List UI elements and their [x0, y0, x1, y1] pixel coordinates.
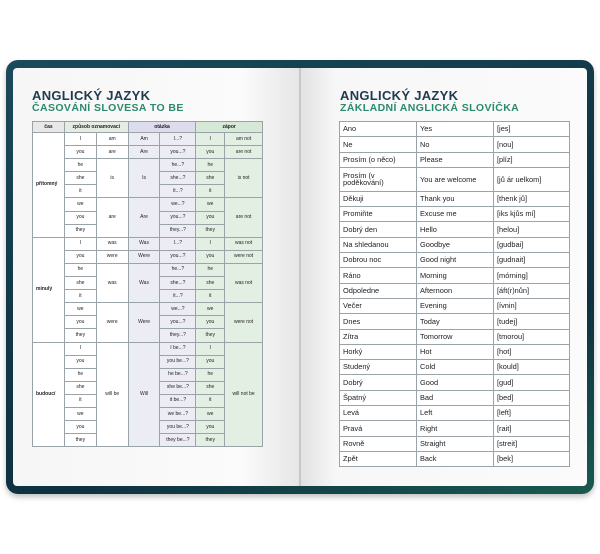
negative-subject-cell: he — [196, 159, 225, 172]
negative-verb-cell: were not — [225, 250, 263, 263]
english-word-cell: Excuse me — [417, 207, 494, 222]
subject-cell: I — [64, 342, 96, 355]
table-row — [340, 375, 570, 390]
table-row — [340, 314, 570, 329]
pronunciation-cell: [mórning] — [494, 268, 570, 283]
table-row — [33, 250, 263, 263]
czech-word-cell: Dobrý den — [340, 222, 417, 237]
english-word-cell: Left — [417, 406, 494, 421]
question-subject-cell: they...? — [160, 224, 196, 237]
english-word-cell: Bad — [417, 390, 494, 405]
negative-subject-cell: we — [196, 198, 225, 211]
czech-word-cell: Ano — [340, 122, 417, 137]
subject-cell: he — [64, 159, 96, 172]
table-row — [33, 146, 263, 159]
negative-subject-cell: they — [196, 329, 225, 342]
question-verb-cell: Am — [128, 133, 160, 146]
right-page-title: ANGLICKÝ JAZYK — [340, 88, 459, 103]
subject-cell: we — [64, 407, 96, 420]
subject-cell: he — [64, 368, 96, 381]
right-page-subtitle: ZÁKLADNÍ ANGLICKÁ SLOVÍČKA — [340, 102, 520, 114]
subject-cell: it — [64, 185, 96, 198]
negative-verb-cell: are not — [225, 146, 263, 159]
subject-cell: it — [64, 290, 96, 303]
question-subject-cell: she be...? — [160, 381, 196, 394]
pronunciation-cell: [jů ár uelkom] — [494, 167, 570, 191]
table-row — [340, 360, 570, 375]
subject-cell: I — [64, 133, 96, 146]
subject-cell: she — [64, 277, 96, 290]
negative-verb-cell: are not — [225, 198, 263, 237]
table-row — [33, 342, 263, 355]
table-row — [340, 283, 570, 298]
czech-word-cell: Horký — [340, 344, 417, 359]
subject-cell: she — [64, 381, 96, 394]
negative-subject-cell: we — [196, 303, 225, 316]
table-row — [340, 298, 570, 313]
question-subject-cell: you be...? — [160, 355, 196, 368]
english-word-cell: No — [417, 137, 494, 152]
table-row — [340, 268, 570, 283]
question-subject-cell: it...? — [160, 290, 196, 303]
czech-word-cell: Studený — [340, 360, 417, 375]
question-subject-cell: you...? — [160, 250, 196, 263]
question-verb-cell: Were — [128, 303, 160, 342]
table-row — [33, 159, 263, 172]
pronunciation-cell: [áft(r)nůn] — [494, 283, 570, 298]
english-word-cell: Cold — [417, 360, 494, 375]
pronunciation-cell: [tmorou] — [494, 329, 570, 344]
table-row — [340, 436, 570, 451]
negative-subject-cell: you — [196, 146, 225, 159]
subject-cell: you — [64, 421, 96, 434]
negative-verb-cell: was not — [225, 237, 263, 250]
tense-name: minulý — [33, 237, 65, 342]
question-subject-cell: it...? — [160, 185, 196, 198]
subject-cell: she — [64, 172, 96, 185]
table-row — [33, 133, 263, 146]
verb-cell: am — [96, 133, 128, 146]
question-subject-cell: they...? — [160, 329, 196, 342]
table-row — [340, 329, 570, 344]
header-indicative: způsob oznamovací — [64, 122, 128, 133]
pronunciation-cell: [gud] — [494, 375, 570, 390]
pronunciation-cell: [rait] — [494, 421, 570, 436]
english-word-cell: Thank you — [417, 191, 494, 206]
question-verb-cell: Was — [128, 263, 160, 302]
english-word-cell: Right — [417, 421, 494, 436]
subject-cell: you — [64, 211, 96, 224]
subject-cell: you — [64, 146, 96, 159]
table-row — [340, 122, 570, 137]
czech-word-cell: Ráno — [340, 268, 417, 283]
question-subject-cell: we be...? — [160, 407, 196, 420]
czech-word-cell: Špatný — [340, 390, 417, 405]
english-word-cell: Afternoon — [417, 283, 494, 298]
czech-word-cell: Dobrou noc — [340, 253, 417, 268]
pronunciation-cell: [streit] — [494, 436, 570, 451]
negative-subject-cell: it — [196, 185, 225, 198]
verb-cell: is — [96, 159, 128, 198]
table-row — [340, 406, 570, 421]
tense-name: budoucí — [33, 342, 65, 447]
table-row — [340, 137, 570, 152]
subject-cell: they — [64, 329, 96, 342]
question-subject-cell: they be...? — [160, 434, 196, 447]
english-word-cell: Today — [417, 314, 494, 329]
negative-subject-cell: you — [196, 421, 225, 434]
negative-subject-cell: he — [196, 263, 225, 276]
czech-word-cell: Levá — [340, 406, 417, 421]
negative-subject-cell: she — [196, 277, 225, 290]
table-row — [340, 253, 570, 268]
negative-subject-cell: they — [196, 224, 225, 237]
table-row — [340, 344, 570, 359]
pronunciation-cell: [hot] — [494, 344, 570, 359]
verb-cell: was — [96, 263, 128, 302]
subject-cell: we — [64, 303, 96, 316]
table-row — [340, 451, 570, 466]
question-subject-cell: we...? — [160, 303, 196, 316]
pronunciation-cell: [left] — [494, 406, 570, 421]
left-page-subtitle: ČASOVÁNÍ SLOVESA TO BE — [32, 102, 184, 114]
question-subject-cell: she...? — [160, 277, 196, 290]
question-subject-cell: I...? — [160, 237, 196, 250]
czech-word-cell: Zpět — [340, 451, 417, 466]
negative-verb-cell: will not be — [225, 342, 263, 447]
table-row — [33, 237, 263, 250]
question-subject-cell: you...? — [160, 211, 196, 224]
question-subject-cell: you...? — [160, 146, 196, 159]
english-word-cell: Yes — [417, 122, 494, 137]
verb-cell: was — [96, 237, 128, 250]
pronunciation-cell: [jes] — [494, 122, 570, 137]
negative-subject-cell: we — [196, 407, 225, 420]
verb-cell: were — [96, 303, 128, 342]
book-spine — [299, 68, 301, 486]
negative-subject-cell: you — [196, 316, 225, 329]
question-subject-cell: I...? — [160, 133, 196, 146]
subject-cell: you — [64, 250, 96, 263]
pronunciation-cell: [nou] — [494, 137, 570, 152]
english-word-cell: Back — [417, 451, 494, 466]
question-subject-cell: he be...? — [160, 368, 196, 381]
english-word-cell: Goodbye — [417, 237, 494, 252]
header-negative: zápor — [196, 122, 263, 133]
vocabulary-table — [339, 121, 570, 467]
subject-cell: he — [64, 263, 96, 276]
left-page-title: ANGLICKÝ JAZYK — [32, 88, 151, 103]
negative-subject-cell: it — [196, 394, 225, 407]
negative-subject-cell: you — [196, 211, 225, 224]
negative-subject-cell: he — [196, 368, 225, 381]
table-row — [33, 303, 263, 316]
table-row — [340, 390, 570, 405]
negative-verb-cell: am not — [225, 133, 263, 146]
header-tense: čas — [33, 122, 65, 133]
english-word-cell: Straight — [417, 436, 494, 451]
question-subject-cell: it be...? — [160, 394, 196, 407]
subject-cell: you — [64, 355, 96, 368]
pronunciation-cell: [helou] — [494, 222, 570, 237]
verb-cell: will be — [96, 342, 128, 447]
table-row — [340, 222, 570, 237]
pronunciation-cell: [plíz] — [494, 152, 570, 167]
english-word-cell: Hot — [417, 344, 494, 359]
czech-word-cell: Děkuji — [340, 191, 417, 206]
table-row — [340, 191, 570, 206]
question-verb-cell: Was — [128, 237, 160, 250]
czech-word-cell: Rovně — [340, 436, 417, 451]
czech-word-cell: Dnes — [340, 314, 417, 329]
negative-subject-cell: I — [196, 133, 225, 146]
czech-word-cell: Dobrý — [340, 375, 417, 390]
czech-word-cell: Na shledanou — [340, 237, 417, 252]
subject-cell: it — [64, 394, 96, 407]
pronunciation-cell: [tudej] — [494, 314, 570, 329]
english-word-cell: You are welcome — [417, 167, 494, 191]
pronunciation-cell: [bek] — [494, 451, 570, 466]
pronunciation-cell: [ívnin] — [494, 298, 570, 313]
question-subject-cell: I be...? — [160, 342, 196, 355]
header-question: otázka — [128, 122, 196, 133]
table-row — [340, 152, 570, 167]
english-word-cell: Good — [417, 375, 494, 390]
negative-subject-cell: you — [196, 355, 225, 368]
pronunciation-cell: [gudbai] — [494, 237, 570, 252]
pronunciation-cell: [gudnait] — [494, 253, 570, 268]
czech-word-cell: Prosím (o něco) — [340, 152, 417, 167]
pronunciation-cell: [bed] — [494, 390, 570, 405]
czech-word-cell: Ne — [340, 137, 417, 152]
english-word-cell: Morning — [417, 268, 494, 283]
negative-verb-cell: is not — [225, 159, 263, 198]
english-word-cell: Good night — [417, 253, 494, 268]
english-word-cell: Please — [417, 152, 494, 167]
question-subject-cell: you...? — [160, 316, 196, 329]
subject-cell: they — [64, 434, 96, 447]
question-subject-cell: we...? — [160, 198, 196, 211]
pronunciation-cell: [thenk jů] — [494, 191, 570, 206]
verb-cell: are — [96, 198, 128, 237]
negative-subject-cell: she — [196, 172, 225, 185]
question-subject-cell: he...? — [160, 159, 196, 172]
verb-cell: were — [96, 250, 128, 263]
table-header-row — [33, 122, 263, 133]
negative-subject-cell: she — [196, 381, 225, 394]
negative-subject-cell: I — [196, 342, 225, 355]
subject-cell: you — [64, 316, 96, 329]
subject-cell: they — [64, 224, 96, 237]
english-word-cell: Tomorrow — [417, 329, 494, 344]
czech-word-cell: Prosím (v poděkování) — [340, 167, 417, 191]
table-row — [33, 198, 263, 211]
pronunciation-cell: [iks kjůs mí] — [494, 207, 570, 222]
question-verb-cell: Were — [128, 250, 160, 263]
table-row — [33, 263, 263, 276]
question-subject-cell: she...? — [160, 172, 196, 185]
question-verb-cell: Is — [128, 159, 160, 198]
english-word-cell: Evening — [417, 298, 494, 313]
subject-cell: we — [64, 198, 96, 211]
verb-cell: are — [96, 146, 128, 159]
to-be-conjugation-table — [32, 121, 263, 447]
tense-name: přítomný — [33, 133, 65, 238]
czech-word-cell: Pravá — [340, 421, 417, 436]
negative-verb-cell: was not — [225, 263, 263, 302]
english-word-cell: Hello — [417, 222, 494, 237]
question-verb-cell: Will — [128, 342, 160, 447]
table-row — [340, 237, 570, 252]
czech-word-cell: Zítra — [340, 329, 417, 344]
table-row — [340, 167, 570, 191]
question-subject-cell: you be...? — [160, 421, 196, 434]
subject-cell: I — [64, 237, 96, 250]
negative-subject-cell: I — [196, 237, 225, 250]
czech-word-cell: Odpoledne — [340, 283, 417, 298]
question-verb-cell: Are — [128, 198, 160, 237]
czech-word-cell: Večer — [340, 298, 417, 313]
negative-subject-cell: they — [196, 434, 225, 447]
czech-word-cell: Promiňte — [340, 207, 417, 222]
pronunciation-cell: [kould] — [494, 360, 570, 375]
question-verb-cell: Are — [128, 146, 160, 159]
table-row — [340, 421, 570, 436]
question-subject-cell: he...? — [160, 263, 196, 276]
table-row — [340, 207, 570, 222]
negative-subject-cell: it — [196, 290, 225, 303]
negative-verb-cell: were not — [225, 303, 263, 342]
negative-subject-cell: you — [196, 250, 225, 263]
